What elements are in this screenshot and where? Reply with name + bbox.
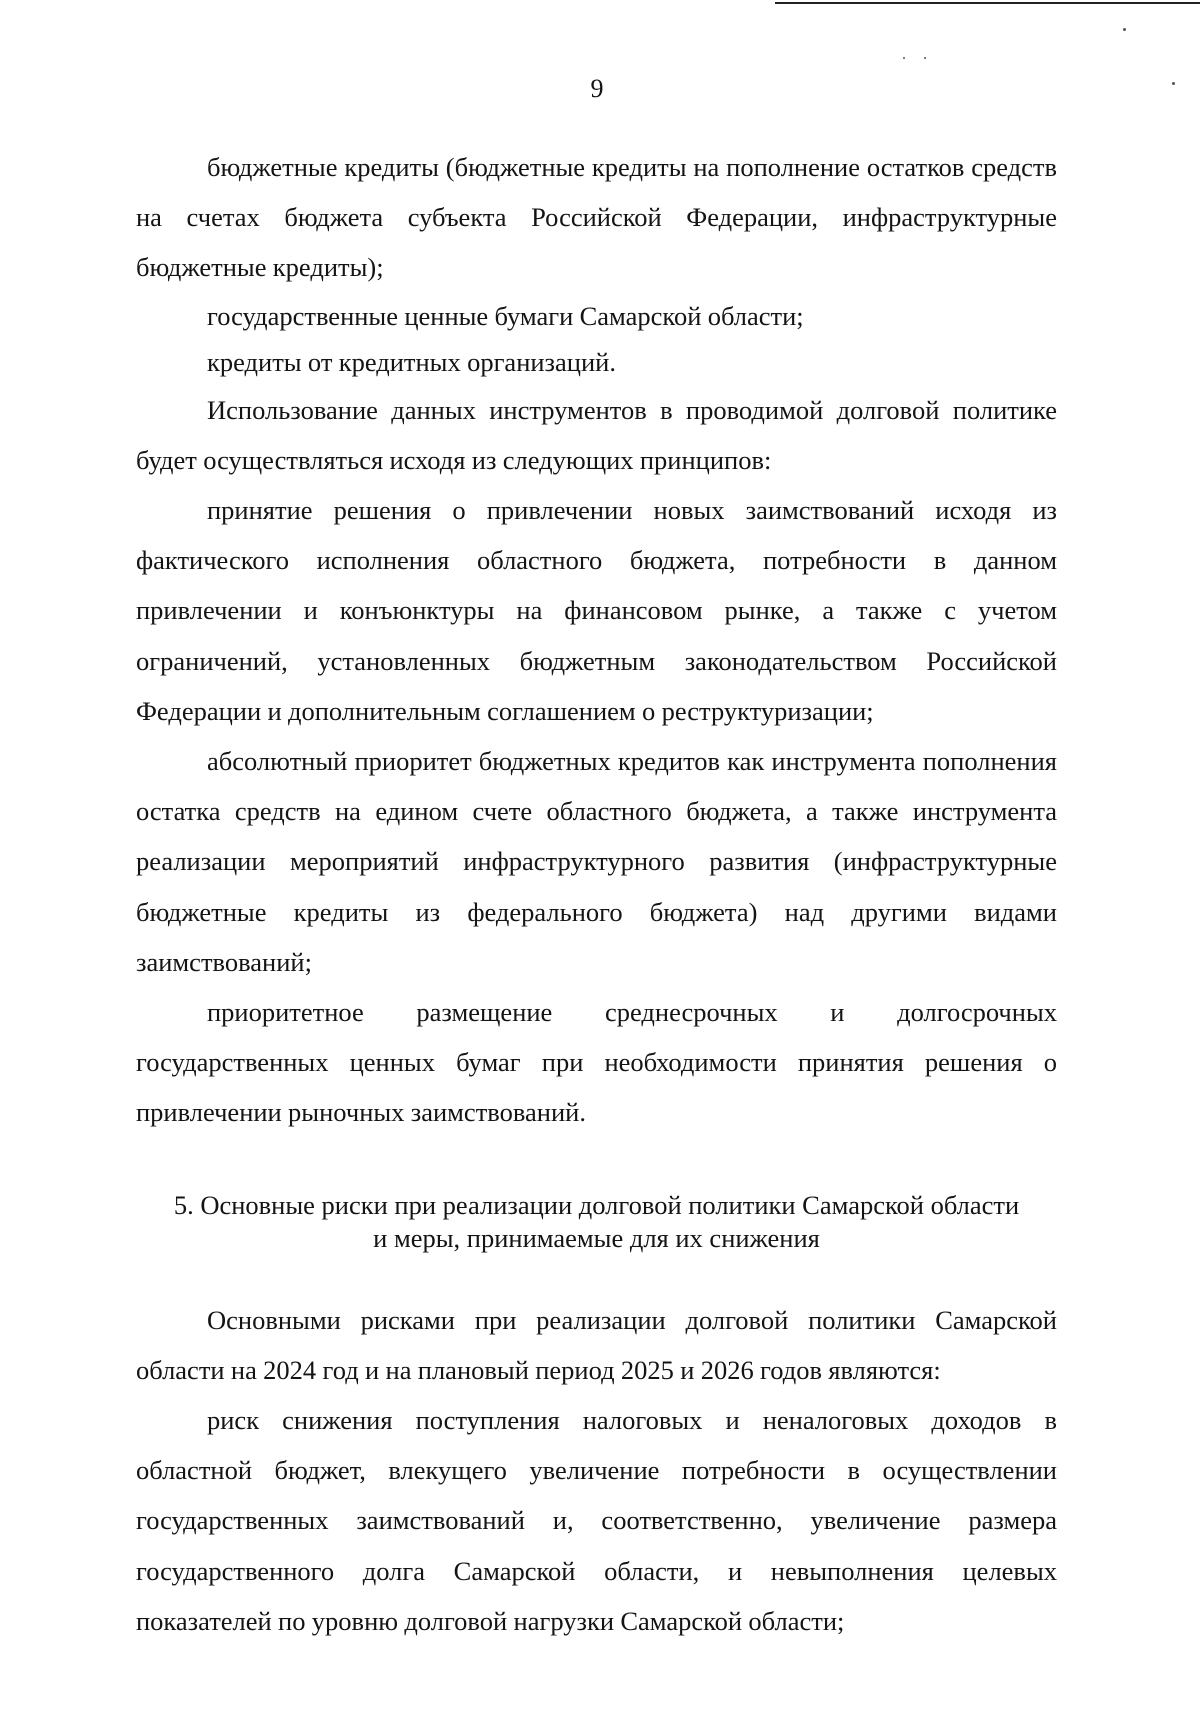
section-heading — [136, 1189, 1057, 1255]
section-heading-line-1: 5. Основные риски при реализации долговой политики Самарской области — [173, 1189, 1020, 1220]
scan-speck — [903, 57, 905, 59]
scan-speck — [924, 57, 926, 59]
top-edge-rule — [775, 2, 1200, 4]
page-number: 9 — [590, 74, 604, 103]
paragraph-bank-credits: кредиты от кредитных организаций. — [207, 346, 616, 377]
document-body — [136, 142, 1057, 1646]
paragraph-principle-placement: приоритетное размещение среднесрочных и долгосрочных государственных ценных бумаг при необходимости принятия решения о привлечении рыночных заимствований. — [136, 997, 1057, 1128]
paragraph-budget-credits: бюджетные кредиты (бюджетные кредиты на пополнение остатков средств на счетах бюджета субъекта Российской Федерации, инфраструктурные бюджетные кредиты); — [136, 152, 1057, 283]
section-heading-line-2: и меры, принимаемые для их снижения — [373, 1222, 820, 1253]
scan-speck — [1123, 28, 1126, 31]
paragraph-principle-priority: абсолютный приоритет бюджетных кредитов как инструмента пополнения остатка средств на едином счете областного бюджета, а также инструмента реализации мероприятий инфраструктурного развития (инфраструктурные бюджетные кредиты из федерального бюджета) над другими видами заимствований; — [136, 746, 1057, 977]
paragraph-principles-intro: Использование данных инструментов в проводимой долговой политике будет осуществляться исходя из следующих принципов: — [136, 394, 1057, 475]
paragraph-principle-decision: принятие решения о привлечении новых заимствований исходя из фактического исполнения областного бюджета, потребности в данном привлечении и конъюнктуры на финансовом рынке, а также с учетом ограничений, установленных бюджетным законодательством Российской Федерации и дополнительным соглашением о реструктуризации; — [136, 495, 1057, 726]
paragraph-risk-revenue: риск снижения поступления налоговых и неналоговых доходов в областной бюджет, влекущего увеличение потребности в осуществлении государственных заимствований и, соответственно, увеличение размера государственного долга Самарской области, и невыполнения целевых показателей по уровню долговой нагрузки Самарской области; — [136, 1405, 1057, 1636]
paragraph-securities: государственные ценные бумаги Самарской области; — [207, 300, 804, 331]
paragraph-risks-intro: Основными рисками при реализации долговой политики Самарской области на 2024 год и на плановый период 2025 и 2026 годов являются: — [136, 1304, 1057, 1385]
